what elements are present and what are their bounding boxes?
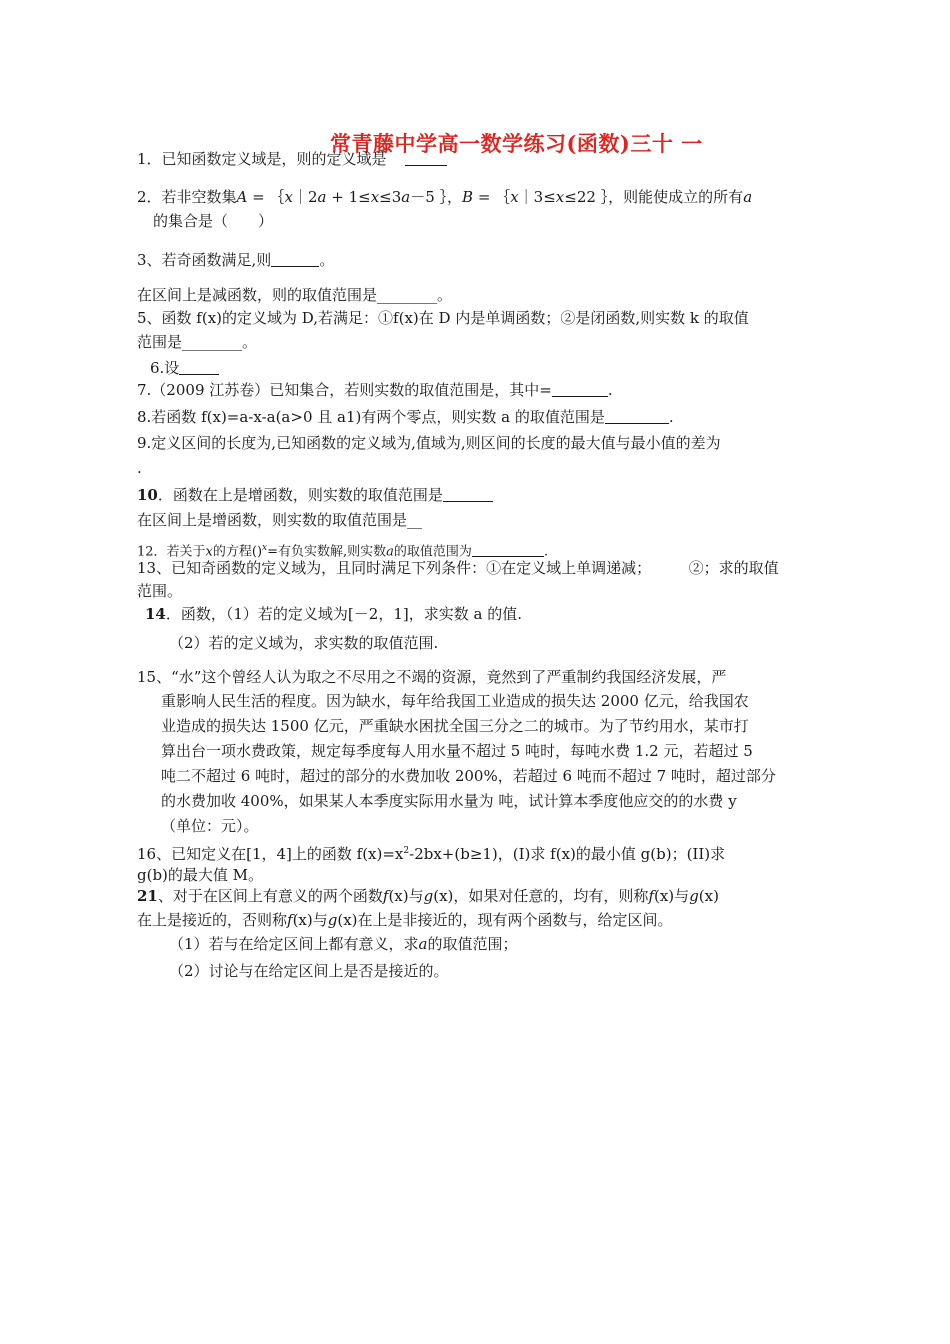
- question-9-line-2: .: [137, 459, 142, 477]
- question-10: [137, 484, 493, 506]
- question-12-text: 的取值范围为: [393, 544, 472, 560]
- answer-blank: [405, 151, 447, 166]
- question-8-end: .: [668, 408, 674, 426]
- answer-blank: [472, 544, 544, 557]
- variable-x: x: [205, 544, 213, 560]
- variable-x: x: [510, 188, 519, 206]
- question-21-text: 在上是非接近的，现有两个函数与，给定区间。: [357, 911, 673, 929]
- question-6: [150, 357, 219, 379]
- question-2-text: 2．若非空数集: [137, 188, 237, 206]
- question-2-text: ≤3: [379, 188, 402, 206]
- question-21-part-1-text: （1）若与在给定区间上都有意义，求: [169, 935, 419, 953]
- question-1: [137, 148, 447, 170]
- variable-x: x: [555, 188, 565, 206]
- exponent-2: 2: [403, 846, 410, 856]
- answer-blank: [179, 360, 219, 375]
- question-6-text: 6.设: [150, 359, 180, 377]
- function-arg: (x): [654, 887, 675, 905]
- question-21-text: 与: [674, 887, 690, 905]
- question-12-text: 的方程(): [212, 544, 263, 560]
- question-8-text: 8.若函数 f(x)=a-x-a(a>0 且 a1)有两个零点，则实数 a 的取值范围是: [137, 408, 605, 426]
- question-21-part-1-text: 的取值范围；: [427, 935, 518, 953]
- question-4: 在区间上是减函数，则的取值范围是________。: [137, 286, 453, 304]
- variable-a: a: [418, 935, 428, 953]
- question-21-line-1: [137, 885, 719, 907]
- question-14-text: ．函数，（1）若的定义域为[－2，1]，求实数 a 的值.: [165, 605, 522, 623]
- question-12-end: .: [543, 544, 549, 560]
- answer-blank: [271, 252, 319, 267]
- page-title: 常青藤中学高一数学练习(函数)三十 一: [330, 131, 703, 156]
- function-arg: (x): [388, 887, 409, 905]
- question-15-line-7: （单位：元）。: [161, 817, 259, 835]
- question-21-text: 、对于在区间上有意义的两个函数: [157, 887, 383, 905]
- question-21-line-2: [137, 909, 673, 931]
- question-15-line-4: 算出台一项水费政策，规定每季度每人用水量不超过 5 吨时，每吨水费 1.2 元，若超过 5: [161, 742, 753, 760]
- question-14-number: 14: [145, 605, 166, 623]
- question-3-text: 3、若奇函数满足,则: [137, 251, 272, 269]
- question-7: [137, 379, 613, 401]
- question-2-text: ｜2: [292, 188, 318, 206]
- variable-a: a: [386, 544, 394, 560]
- variable-a: a: [317, 188, 327, 206]
- question-3-end: 。: [319, 251, 335, 269]
- variable-a: a: [401, 188, 411, 206]
- question-8: [137, 406, 674, 428]
- question-13-line-1: 13、已知奇函数的定义域为，且同时满足下列条件：①在定义域上单调递减； ②；求的取值: [137, 559, 779, 577]
- question-7-end: .: [607, 381, 613, 399]
- variable-a: a: [743, 188, 753, 206]
- variable-x: x: [370, 188, 380, 206]
- set-b-symbol: B: [462, 188, 474, 206]
- variable-x: x: [284, 188, 293, 206]
- question-5-line-1: 5、函数 f(x)的定义域为 D,若满足：①f(x)在 D 内是单调函数；②是闭函数,则实数 k 的取值: [137, 309, 749, 327]
- question-5-line-2: 范围是________。: [137, 333, 258, 351]
- question-10-number: 10: [137, 486, 158, 504]
- set-a-symbol: A: [236, 188, 248, 206]
- function-arg: (x): [433, 887, 454, 905]
- question-2-text: ｜3≤: [518, 188, 556, 206]
- question-10-text: ．函数在上是增函数，则实数的取值范围是: [157, 486, 443, 504]
- question-16-text: -2bx+(b≥1)，(I)求 f(x)的最小值 g(b)；(II)求: [409, 845, 726, 863]
- question-12-text: =有负实数解,则实数: [267, 544, 387, 560]
- question-1-text: 1．已知函数定义域是，则的定义域是: [137, 150, 387, 168]
- question-11: 在区间上是增函数，则实数的取值范围是__: [137, 511, 423, 529]
- question-21-part-1: [169, 933, 518, 955]
- function-arg: (x): [698, 887, 719, 905]
- question-2: [137, 186, 752, 208]
- answer-blank: [605, 409, 669, 424]
- question-13-line-2: 范围。: [137, 582, 183, 600]
- function-g: g: [689, 887, 699, 905]
- function-g: g: [423, 887, 434, 905]
- question-7-text: 7.（2009 江苏卷）已知集合，若则实数的取值范围是，其中=: [137, 381, 552, 399]
- question-16-line-1: [137, 840, 725, 865]
- question-2-text: = ｛: [247, 188, 285, 206]
- question-2-line-2: 的集合是（ ）: [153, 212, 274, 230]
- exponent-x: x: [262, 543, 268, 553]
- question-16-text: 16、已知定义在[1，4]上的函数 f(x)=x: [137, 845, 404, 863]
- question-15-line-6: 的水费加收 400%，如果某人本季度实际用水量为 吨，试计算本季度他应交的的水费 y: [161, 792, 737, 810]
- question-12-text: 12．若关于: [137, 544, 206, 560]
- question-21-number: 21: [137, 887, 158, 905]
- question-2-text: + 1≤: [326, 188, 371, 206]
- question-14: [145, 603, 522, 625]
- question-21-text: 在上是接近的，否则称: [137, 911, 288, 929]
- question-21-text: 与: [408, 887, 424, 905]
- function-f: f: [382, 887, 389, 905]
- question-2-text: －5 ｝，: [410, 188, 463, 206]
- question-2-text: = ｛: [473, 188, 511, 206]
- function-g: g: [327, 911, 338, 929]
- answer-blank: [552, 382, 608, 397]
- question-9-line-1: 9.定义区间的长度为,已知函数的定义域为,值域为,则区间的长度的最大值与最小值的差为: [137, 434, 721, 452]
- function-f: f: [648, 887, 654, 905]
- question-2-text: ≤22 ｝，则能使成立的所有: [564, 188, 744, 206]
- question-14-part-2: （2）若的定义域为，求实数的取值范围.: [169, 634, 439, 652]
- question-15-line-2: 重影响人民生活的程度。因为缺水，每年给我国工业造成的损失达 2000 亿元，给我国农: [161, 692, 749, 710]
- question-3: [137, 249, 334, 271]
- question-21-text: 与: [312, 911, 328, 929]
- answer-blank: [443, 487, 493, 502]
- question-15-line-5: 吨二不超过 6 吨时，超过的部分的水费加收 200%，若超过 6 吨而不超过 7 吨时，超过部分: [161, 767, 776, 785]
- question-15-line-1: 15、“水”这个曾经人认为取之不尽用之不竭的资源，竟然到了严重制约我国经济发展，严: [137, 668, 727, 686]
- question-16-line-2: g(b)的最大值 M。: [137, 866, 264, 884]
- function-arg: (x): [292, 911, 313, 929]
- function-f: f: [287, 911, 293, 929]
- function-arg: (x): [337, 911, 358, 929]
- question-21-part-2: （2）讨论与在给定区间上是否是接近的。: [169, 962, 449, 980]
- question-21-text: ，如果对任意的，均有，则称: [453, 887, 649, 905]
- question-15-line-3: 业造成的损失达 1500 亿元，严重缺水困扰全国三分之二的城市。为了节约用水，某市打: [161, 717, 749, 735]
